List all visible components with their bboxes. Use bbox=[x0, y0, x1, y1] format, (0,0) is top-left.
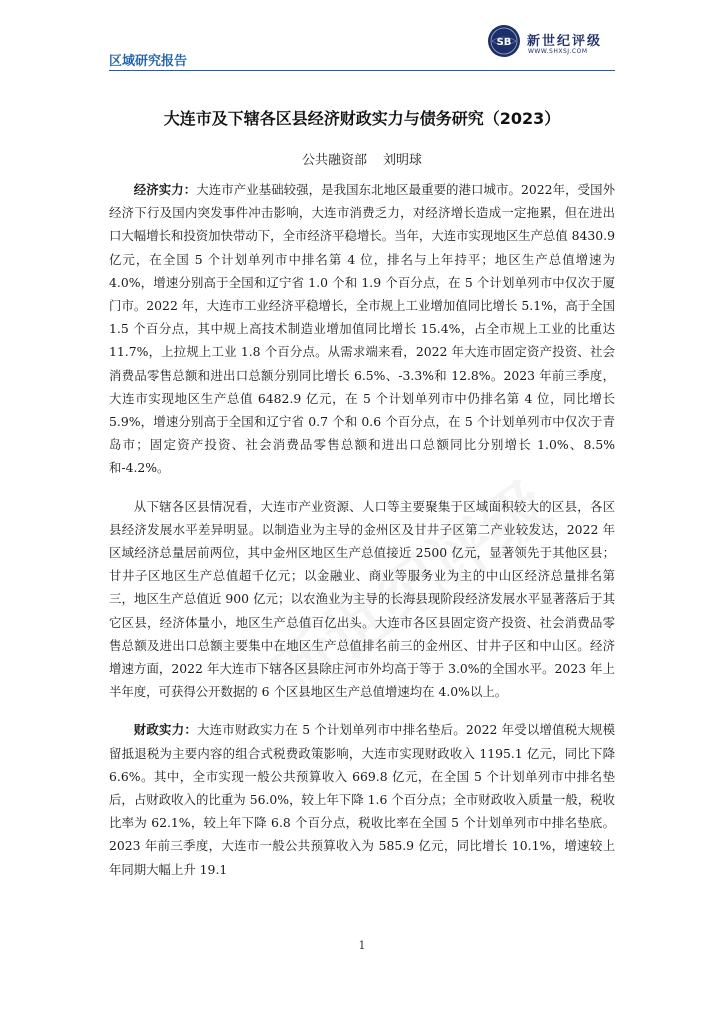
logo-badge-icon bbox=[487, 24, 521, 58]
logo-name: 新世纪评级 bbox=[527, 34, 603, 49]
body-text bbox=[109, 178, 615, 896]
author-line bbox=[109, 149, 615, 168]
page-header bbox=[109, 20, 615, 72]
report-title: 大连市及下辖各区县经济财政实力与债务研究（2023） bbox=[163, 109, 561, 128]
department: 公共融资部 bbox=[301, 153, 367, 168]
paragraph-lead: 经济实力： bbox=[133, 182, 197, 197]
paragraph-text: 从下辖各区县情况看，大连市产业资源、人口等主要聚集于区域面积较大的区县，各区县经济发展水平差异明显。以制造业为主导的金州区及甘井子区第二产业较发达，2022 年区域经济总量居前两位，其中金州区地区生产总值接近 2500 亿元，显著领先于其他区县；甘井子区地区生产总值超千亿元；以金融业、商业等服务业为主的中山区经济总量排名第三，地区生产总值近 900 亿元；以农渔业为主导的长海县现阶段经济发展水平显著落后于其它区县，经济体量小，地区生产总值百亿出头。大连市各区县固定资产投资、社会消费品零售总额及进出口总额主要集中在地区生产总值排名前三的金州区、甘井子区和中山区。经济增速方面，2022 年大连市下辖各区县除庄河市外均高于等于 3.0%的全国水平。2023 年上半年度，可获得公开数据的 6 个区县地区生产总值增速均在 4.0%以上。 bbox=[109, 498, 615, 700]
company-logo bbox=[487, 24, 615, 64]
paragraph-economy bbox=[109, 178, 615, 480]
paragraph-text: 大连市产业基础较强，是我国东北地区最重要的港口城市。2022年，受国外经济下行及国内突发事件冲击影响，大连市消费乏力，对经济增长造成一定拖累，但在进出口大幅增长和投资加快带动下，全市经济平稳增长。当年，大连市实现地区生产总值 8430.9 亿元，在全国 5 个计划单列市中排名第 4 位，排名与上年持平；地区生产总值增速为 4.0%，增速分别高于全国和辽宁省 1.0 个和 1.9 个百分点，在 5 个计划单列市中仅次于厦门市。2022 年，大连市工业经济平稳增长，全市规上工业增加值同比增长 5.1%，高于全国 1.5 个百分点，其中规上高技术制造业增加值同比增长 15.4%，占全市规上工业的比重达 11.7%，上拉规上工业 1.8 个百分点。从需求端来看，2022 年大连市固定资产投资、社会消费品零售总额和进出口总额分别同比增长 6.5%、-3.3%和 12.8%。2023 年前三季度，大连市实现地区生产总值 6482.9 亿元，在 5 个计划单列市中仍排名第 4 位，同比增长 5.9%，增速分别高于全国和辽宁省 0.7 个和 0.6 个百分点，在 5 个计划单列市中仅次于青岛市；固定资产投资、社会消费品零售总额和进出口总额同比分别增长 1.0%、8.5%和-4.2%。 bbox=[109, 182, 615, 476]
author: 刘明球 bbox=[383, 153, 423, 168]
section-tag: 区域研究报告 bbox=[109, 54, 188, 69]
paragraph-districts bbox=[109, 495, 615, 704]
page-number: 1 bbox=[358, 939, 366, 952]
paragraph-lead: 财政实力： bbox=[133, 722, 197, 738]
paragraph-text: 大连市财政实力在 5 个计划单列市中排名垫后。2022 年受以增值税大规模留抵退税为主要内容的组合式税费政策影响，大连市实现财政收入 1195.1 亿元，同比下降 6.6%。其中，全市实现一般公共预算收入 669.8 亿元，在全国 5 个计划单列市中排名垫后，占财政收入的比重为 56.0%，较上年下降 1.6 个百分点；全市财政收入质量一般，税收比率为 62.1%，较上年下降 6.8 个百分点，税收比率在全国 5 个计划单列市中排名垫底。2023 年前三季度，大连市一般公共预算收入为 585.9 亿元，同比增长 10.1%，增速较上年同期大幅上升 19.1 bbox=[109, 722, 616, 877]
header-divider bbox=[109, 70, 615, 71]
logo-badge-text: SB bbox=[496, 37, 512, 48]
paragraph-finance bbox=[109, 718, 615, 880]
logo-url: WWW.SHXSJ.COM bbox=[528, 48, 588, 55]
